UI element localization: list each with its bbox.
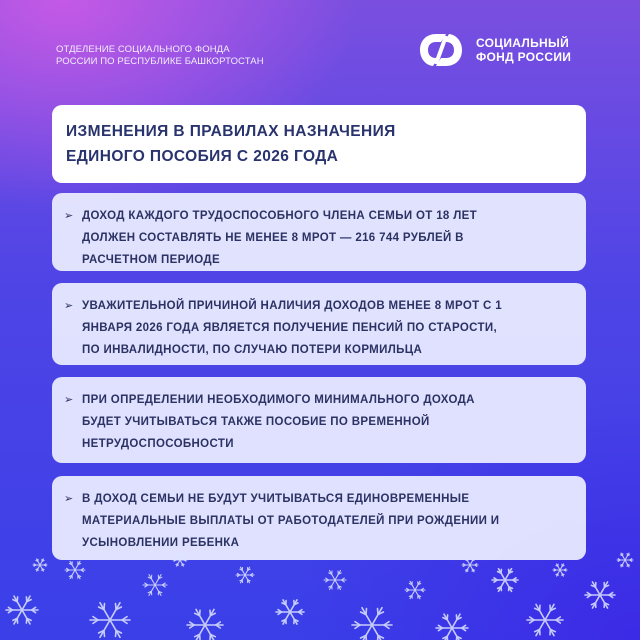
snowflake-icon: [405, 581, 425, 598]
arrow-bullet-icon: ➢: [64, 394, 74, 406]
snowflake-icon: [527, 604, 563, 635]
snowflake-icon: [33, 559, 47, 571]
snowflake-icon: [585, 582, 615, 608]
info-item-line: МАТЕРИАЛЬНЫЕ ВЫПЛАТЫ ОТ РАБОТОДАТЕЛЕЙ ПРИ РОЖДЕНИИ И: [82, 515, 500, 527]
info-item-line: ДОХОД КАЖДОГО ТРУДОСПОСОБНОГО ЧЛЕНА СЕМЬИ ОТ 18 ЛЕТ: [82, 210, 478, 222]
snowflake-icon: [90, 603, 130, 638]
info-item: [52, 476, 586, 560]
info-item: [52, 193, 586, 271]
brand-name-line1: СОЦИАЛЬНЫЙ: [476, 36, 569, 50]
info-item-line: РАСЧЕТНОМ ПЕРИОДЕ: [82, 254, 220, 266]
title-line2: ЕДИНОГО ПОСОБИЯ С 2026 ГОДА: [66, 148, 339, 165]
snowflake-icon: [236, 567, 254, 583]
info-item-line: БУДЕТ УЧИТЫВАТЬСЯ ТАКЖЕ ПОСОБИЕ ПО ВРЕМЕННОЙ: [82, 416, 430, 428]
info-item-line: ПО ИНВАЛИДНОСТИ, ПО СЛУЧАЮ ПОТЕРИ КОРМИЛЬЦА: [82, 344, 423, 356]
info-item-line: УВАЖИТЕЛЬНОЙ ПРИЧИНОЙ НАЛИЧИЯ ДОХОДОВ МЕНЕЕ 8 МРОТ С 1: [82, 300, 502, 312]
sfr-logo-icon: [416, 30, 466, 70]
arrow-bullet-icon: ➢: [64, 300, 74, 312]
info-item-line: В ДОХОД СЕМЬИ НЕ БУДУТ УЧИТЫВАТЬСЯ ЕДИНОВРЕМЕННЫЕ: [82, 493, 470, 505]
snowflake-icon: [65, 561, 85, 578]
info-item: [52, 283, 586, 365]
snowflake-icon: [617, 553, 633, 567]
arrow-bullet-icon: ➢: [64, 210, 74, 222]
info-item-line: ЯНВАРЯ 2026 ГОДА ЯВЛЯЕТСЯ ПОЛУЧЕНИЕ ПЕНСИЙ ПО СТАРОСТИ,: [82, 322, 498, 334]
info-item-line: ДОЛЖЕН СОСТАВЛЯТЬ НЕ МЕНЕЕ 8 МРОТ — 216 744 РУБЛЕЙ В: [82, 232, 464, 244]
snowflake-icon: [276, 600, 304, 624]
snowflake-icon: [187, 609, 223, 640]
snowflake-icon: [6, 596, 38, 624]
snowflake-icon: [173, 554, 187, 566]
snowflake-icon: [553, 564, 567, 576]
info-item: [52, 377, 586, 463]
snowflake-icon: [143, 575, 167, 596]
snowflakes-decoration: [0, 550, 640, 640]
snowflake-icon: [352, 608, 392, 640]
info-item-line: ПРИ ОПРЕДЕЛЕНИИ НЕОБХОДИМОГО МИНИМАЛЬНОГО ДОХОДА: [82, 394, 475, 406]
snowflake-icon: [324, 571, 346, 590]
org-name-line1: ОТДЕЛЕНИЕ СОЦИАЛЬНОГО ФОНДА: [56, 44, 230, 55]
title-card: [52, 105, 586, 183]
snowflake-icon: [462, 558, 478, 572]
brand-name-line2: ФОНД РОССИИ: [476, 50, 572, 64]
snowflake-icon: [492, 569, 518, 592]
brand-logo: [416, 28, 596, 72]
org-name-line2: РОССИИ ПО РЕСПУБЛИКЕ БАШКОРТОСТАН: [56, 56, 264, 67]
brand-name: [476, 36, 571, 64]
title-line1: ИЗМЕНЕНИЯ В ПРАВИЛАХ НАЗНАЧЕНИЯ: [66, 123, 396, 140]
arrow-bullet-icon: ➢: [64, 493, 74, 505]
info-item-line: НЕТРУДОСПОСОБНОСТИ: [82, 438, 234, 450]
info-item-line: УСЫНОВЛЕНИИ РЕБЕНКА: [82, 537, 240, 549]
org-name: [56, 44, 264, 68]
snowflake-icon: [436, 614, 468, 640]
